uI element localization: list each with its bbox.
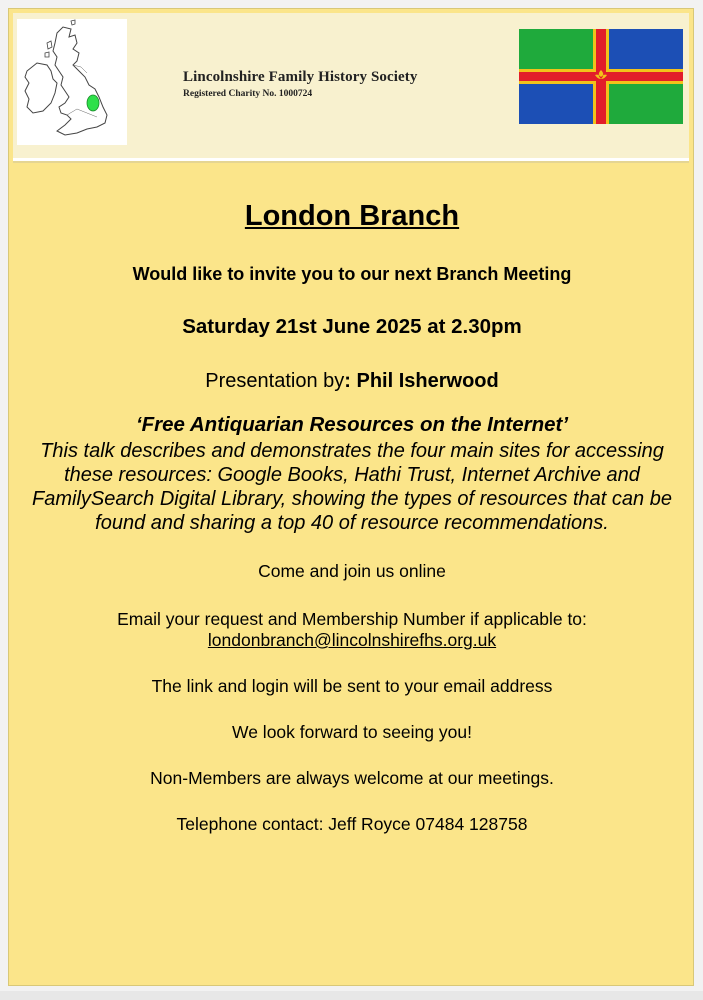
presenter-line: [9, 369, 695, 393]
presenter-name: : Phil Isherwood: [344, 370, 499, 392]
meeting-date-time: Saturday 21st June 2025 at 2.30pm: [182, 315, 522, 338]
branch-title: London Branch: [244, 200, 460, 232]
poster: [8, 8, 694, 986]
event-details: [9, 199, 695, 835]
telephone-contact: Telephone contact: Jeff Royce 07484 128758: [176, 814, 528, 834]
charity-number: Registered Charity No. 1000724: [183, 89, 313, 99]
society-header: [13, 13, 689, 161]
lincolnshire-flag-icon: [519, 29, 683, 124]
branch-email-link[interactable]: londonbranch@lincolnshirefhs.org.uk: [207, 630, 497, 650]
invite-line: Would like to invite you to our next Branch Meeting: [132, 264, 572, 284]
talk-title: ‘Free Antiquarian Resources on the Internet’: [135, 413, 569, 436]
talk-description: This talk describes and demonstrates the four main sites for accessing these resources: Google Books, Hathi Trust, Internet Archive and FamilySearch Digital Library, showing the types of resources that can be found and sharing a top 40 of resource recommendations.: [32, 440, 672, 534]
link-note: The link and login will be sent to your email address: [151, 676, 553, 696]
uk-map-icon: [17, 19, 127, 145]
join-online-text: Come and join us online: [258, 561, 446, 581]
presentation-prefix: Presentation by: [205, 370, 345, 392]
closing-message: We look forward to seeing you!: [232, 722, 472, 742]
non-members-note: Non-Members are always welcome at our meetings.: [150, 768, 554, 788]
page-bottom-edge: [0, 991, 703, 1000]
email-instructions: Email your request and Membership Number if applicable to:: [117, 609, 587, 629]
society-name: Lincolnshire Family History Society: [183, 69, 418, 85]
